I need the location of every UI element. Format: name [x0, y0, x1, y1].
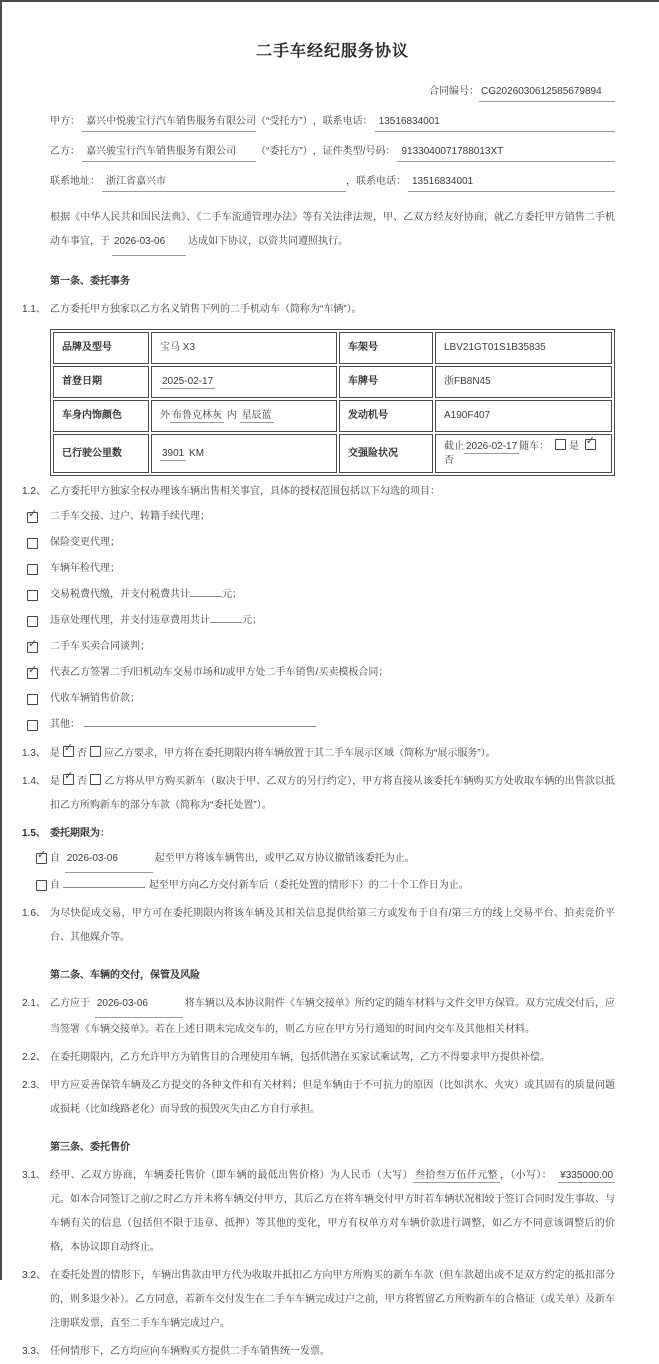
- table-row: [53, 400, 612, 432]
- clause-1-3-number: 1.3、: [22, 748, 46, 759]
- clause-3-1: [22, 1164, 615, 1260]
- option-label: 代表乙方签署二手/旧机动车交易市场和/或甲方处二手车销售/买卖模板合同；: [50, 667, 389, 678]
- insurance-no-checkbox-icon: [585, 439, 596, 450]
- first-reg-value-cell: [151, 366, 337, 398]
- no-checkbox-icon: [90, 746, 101, 757]
- checkbox-icon: [27, 564, 38, 575]
- table-row: [53, 434, 612, 473]
- color-label-cell: 车身内饰颜色: [53, 400, 149, 432]
- mileage-unit: KM: [189, 447, 205, 459]
- authorization-item: [50, 660, 615, 686]
- party-a-phone: 13516834001: [375, 115, 615, 132]
- option-label: 二手车买卖合同谈判；: [50, 641, 150, 652]
- term-option-1: [50, 846, 615, 873]
- first-reg-label-cell: 首登日期: [53, 366, 149, 398]
- contact-phone-label: ，联系电话：: [346, 176, 406, 187]
- vehicle-info-table: [50, 329, 615, 476]
- term-option-2-pre: 自: [50, 880, 60, 891]
- color-value-cell: [151, 400, 337, 432]
- clause-2-2: [22, 1046, 615, 1070]
- yes-label: 是: [50, 748, 60, 759]
- clause-3-1-mid: ，（小写）：: [499, 1170, 553, 1181]
- contact-address: 浙江省嘉兴市: [102, 175, 346, 192]
- clause-2-1-number: 2.1、: [22, 998, 46, 1009]
- clause-2-2-text: 在委托期限内，乙方允许甲方为销售目的合理使用车辆，包括供潜在买家试乘试驾，乙方不得要求甲方提供补偿。: [50, 1052, 550, 1063]
- insurance-no-label: 否: [444, 455, 454, 466]
- color-ext-prefix: 外: [160, 410, 170, 421]
- option-label: 违章处理代理，并支付违章费用共计: [50, 615, 210, 626]
- insurance-mid: 随车：: [519, 441, 550, 452]
- clause-1-1: [22, 298, 615, 322]
- authorization-item: [50, 634, 615, 660]
- price-amount-numeric: ¥335000.00: [560, 1170, 614, 1181]
- contract-number-label: 合同编号：: [429, 86, 479, 97]
- intro-text-post: 达成如下协议，以资共同遵照执行。: [188, 236, 348, 247]
- authorization-item: [50, 582, 615, 608]
- checkbox-icon: [27, 642, 38, 653]
- insurance-label-cell: 交强险状况: [339, 434, 433, 473]
- clause-2-3-text: 甲方应妥善保管车辆及乙方提交的各种文件和有关材料；但是车辆由于不可抗力的原因（比如洪水、火灾）或其固有的质量问题或损耗（比如线路老化）而导致的损毁灭失由乙方自行承担。: [50, 1080, 615, 1115]
- clause-2-1-text: 将车辆以及本协议附件《车辆交接单》所约定的随车材料与文件交甲方保管。双方完成交付后，应当签署《车辆交接单》。若在上述日期未完成交车的，则乙方应在甲方另行通知的时间内交车及其他相关材料。: [50, 998, 616, 1035]
- clause-2-3-number: 2.3、: [22, 1080, 46, 1091]
- party-b-row: [50, 145, 615, 162]
- checkbox-icon: [27, 590, 38, 601]
- insurance-yes-checkbox-icon: [555, 439, 566, 450]
- checkbox-icon: [27, 694, 38, 705]
- first-reg-date: 2025-02-17: [162, 376, 214, 387]
- clause-1-2-number: 1.2、: [22, 486, 46, 497]
- party-b-id-number: 9133040071788013XT: [397, 145, 615, 162]
- checkbox-icon: [27, 616, 38, 627]
- checkbox-icon: [27, 538, 38, 549]
- option-label-suffix: 元；: [222, 589, 242, 600]
- option-label: 其他：: [50, 719, 80, 730]
- party-b-label: 乙方：: [50, 146, 80, 157]
- fee-blank-line: [190, 586, 222, 597]
- brand-value-cell: 宝马 X3: [151, 332, 337, 364]
- other-blank-line: [84, 715, 316, 727]
- clause-3-2: [22, 1264, 615, 1336]
- clause-3-3-text: 任何情形下，乙方均应向车辆购买方提供二手车销售统一发票。: [50, 1346, 330, 1357]
- clause-3-3-number: 3.3、: [22, 1346, 46, 1357]
- term-option-1-pre: 自: [50, 853, 60, 864]
- clause-2-2-number: 2.2、: [22, 1052, 46, 1063]
- term-option-1-date: 2026-03-06: [65, 846, 153, 873]
- clause-1-5-number: 1.5、: [22, 828, 46, 839]
- plate-value-cell: 浙FB8N45: [435, 366, 612, 398]
- insurance-date: 2026-02-17: [466, 441, 518, 452]
- clause-2-1-date: 2026-03-06: [95, 992, 183, 1018]
- option-label: 代收车辆销售价款；: [50, 693, 140, 704]
- contract-number-value: CG2026030612585679894: [479, 85, 615, 102]
- contact-phone: 13516834001: [408, 175, 615, 192]
- party-a-phone-label: ，联系电话：: [312, 116, 373, 127]
- insurance-yes-label: 是: [568, 441, 579, 452]
- party-b-id-label: ，证件类型/号码：: [312, 146, 396, 157]
- clause-1-6-text: 为尽快促成交易，甲方可在委托期限内将该车辆及其相关信息提供给第三方或发布于自有/第三方的线上交易平台、拍卖竞价平台、其他媒介等。: [50, 908, 615, 943]
- document-title: 二手车经纪服务协议: [255, 43, 409, 60]
- table-row: [53, 332, 612, 364]
- mileage-value: 3901: [162, 447, 185, 459]
- brand-label-cell: 品牌及型号: [53, 332, 149, 364]
- clause-1-5-title: 委托期限为：: [50, 828, 110, 839]
- mileage-value-cell: [151, 434, 337, 473]
- term-option-1-checkbox-icon: [36, 853, 47, 864]
- party-a-row: [50, 115, 615, 132]
- clause-1-1-text: 乙方委托甲方独家以乙方名义销售下列的二手机动车（简称为“车辆”）。: [50, 304, 362, 315]
- clause-3-1-text: 元。如本合同签订之前/之时乙方并未将车辆交付甲方，其后乙方在将车辆交付甲方时若车辆状况相较于签订合同时发生事故、与车辆有关的信息（包括但不限于违章、抵押）等其他的变化，甲方有权单方对车辆价款进行调整，如乙方不同意该调整后的价格，本协议即自动终止。: [50, 1194, 615, 1253]
- color-int-value: 星辰蓝: [241, 410, 272, 421]
- clause-1-3-text: 应乙方要求，甲方将在委托期限内将车辆放置于其二手车展示区域（简称为“展示服务”）。: [104, 748, 496, 759]
- no-label: 否: [77, 776, 88, 787]
- clause-3-2-text: 在委托处置的情形下，车辆出售款由甲方代为收取并抵扣乙方向甲方所购买的新车车款（但车款超出或不足双方约定的抵扣部分的，则多退少补）。乙方同意，若新车交付发生在二手车车辆完成过户之前，甲方将暂留乙方所购新车的合格证（或关单）及新车注册联发票，直至二手车车辆完成过户。: [50, 1270, 615, 1329]
- option-label: 二手车交接、过户、转籍手续代理；: [50, 511, 210, 522]
- section-1-heading: 第一条、委托事务: [50, 276, 130, 287]
- party-b-name: 嘉兴骏宝行汽车销售服务有限公司: [82, 145, 256, 162]
- plate-label-cell: 车牌号: [339, 366, 433, 398]
- price-amount-chinese: 叁拾叁万伍仟元整: [414, 1170, 498, 1181]
- agreement-document: [2, 2, 659, 1364]
- clause-2-1-pre: 乙方应于: [50, 998, 91, 1009]
- clause-3-1-number: 3.1、: [22, 1170, 46, 1181]
- clause-1-4: [22, 770, 616, 818]
- clause-1-2: [22, 480, 615, 504]
- clause-1-1-number: 1.1、: [22, 304, 46, 315]
- term-option-2-checkbox-icon: [36, 880, 47, 891]
- party-a-label: 甲方：: [50, 116, 80, 127]
- insurance-pre: 截止: [444, 441, 464, 452]
- clause-1-4-text: 乙方将从甲方购买新车（取决于甲、乙双方的另行约定），甲方将直接从该委托车辆购买方处收取车辆的出售款以抵扣乙方所购新车的部分车款（简称为“委托处置”）。: [50, 776, 616, 811]
- clause-2-1: [22, 992, 616, 1042]
- clause-1-3: [22, 742, 615, 766]
- authorization-item: [50, 686, 615, 712]
- table-row: [53, 366, 612, 398]
- checkbox-icon: [27, 720, 38, 731]
- checkbox-icon: [27, 512, 38, 523]
- authorization-item: [50, 504, 615, 530]
- clause-3-2-number: 3.2、: [22, 1270, 46, 1281]
- authorization-item: [50, 556, 615, 582]
- engine-value-cell: A190F407: [435, 400, 612, 432]
- clause-1-5: [22, 822, 615, 846]
- checkbox-icon: [27, 668, 38, 679]
- color-ext-value: 布鲁克林灰: [172, 410, 222, 421]
- yes-checkbox-icon: [63, 746, 74, 757]
- vin-value-cell: LBV21GT01S1B35835: [435, 332, 612, 364]
- authorization-item: [50, 712, 615, 738]
- option-label-suffix: 元；: [242, 615, 262, 626]
- yes-label: 是: [50, 776, 61, 787]
- clause-1-4-number: 1.4、: [22, 776, 46, 787]
- insurance-value-cell: [435, 434, 612, 473]
- authorization-item: [50, 530, 615, 556]
- color-int-prefix: 内: [226, 410, 237, 421]
- term-option-1-text: 起至甲方将该车辆售出，或甲乙双方协议撤销该委托为止。: [154, 853, 415, 864]
- contact-row: [50, 175, 615, 192]
- party-a-role: （“受托方”）: [256, 116, 313, 127]
- term-option-2-text: 起至甲方向乙方交付新车后（委托处置的情形下）的二十个工作日为止。: [148, 880, 469, 891]
- term-option-2: [50, 873, 615, 898]
- no-checkbox-icon: [90, 774, 101, 785]
- term-option-2-blank-line: [63, 877, 145, 888]
- clause-3-1-pre: 经甲、乙双方协商，车辆委托售价（即车辆的最低出售价格）为人民币（大写）: [50, 1170, 413, 1181]
- fee-blank-line: [210, 612, 242, 623]
- party-a-name: 嘉兴中悦骏宝行汽车销售服务有限公司: [82, 115, 256, 132]
- authorization-item: [50, 608, 615, 634]
- clause-2-3: [22, 1074, 615, 1122]
- no-label: 否: [77, 748, 87, 759]
- option-label: 交易税费代缴，并支付税费共计: [50, 589, 190, 600]
- intro-date: 2026-03-06: [112, 230, 186, 256]
- clause-1-6: [22, 902, 615, 950]
- contract-number-row: [50, 85, 615, 102]
- yes-checkbox-icon: [63, 774, 74, 785]
- intro-paragraph: [50, 206, 615, 256]
- clause-3-3: [22, 1340, 615, 1364]
- option-label: 保险变更代理；: [50, 537, 120, 548]
- party-b-role: （“委托方”）: [256, 146, 313, 157]
- section-2-heading: 第二条、车辆的交付，保管及风险: [50, 970, 200, 981]
- mileage-label-cell: 已行驶公里数: [53, 434, 149, 473]
- option-label: 车辆年检代理；: [50, 563, 120, 574]
- clause-1-6-number: 1.6、: [22, 908, 46, 919]
- engine-label-cell: 发动机号: [339, 400, 433, 432]
- clause-1-2-text: 乙方委托甲方独家全权办理该车辆出售相关事宜，具体的授权范围包括以下勾选的项目：: [50, 486, 440, 497]
- intro-text-pre: 根据《中华人民共和国民法典》、《二手车流通管理办法》等有关法律法规，甲、乙双方经友好协商，就乙方委托甲方销售二手机动车事宜，于: [50, 212, 615, 247]
- vin-label-cell: 车架号: [339, 332, 433, 364]
- contact-address-label: 联系地址：: [50, 176, 100, 187]
- section-3-heading: 第三条、委托售价: [50, 1142, 130, 1153]
